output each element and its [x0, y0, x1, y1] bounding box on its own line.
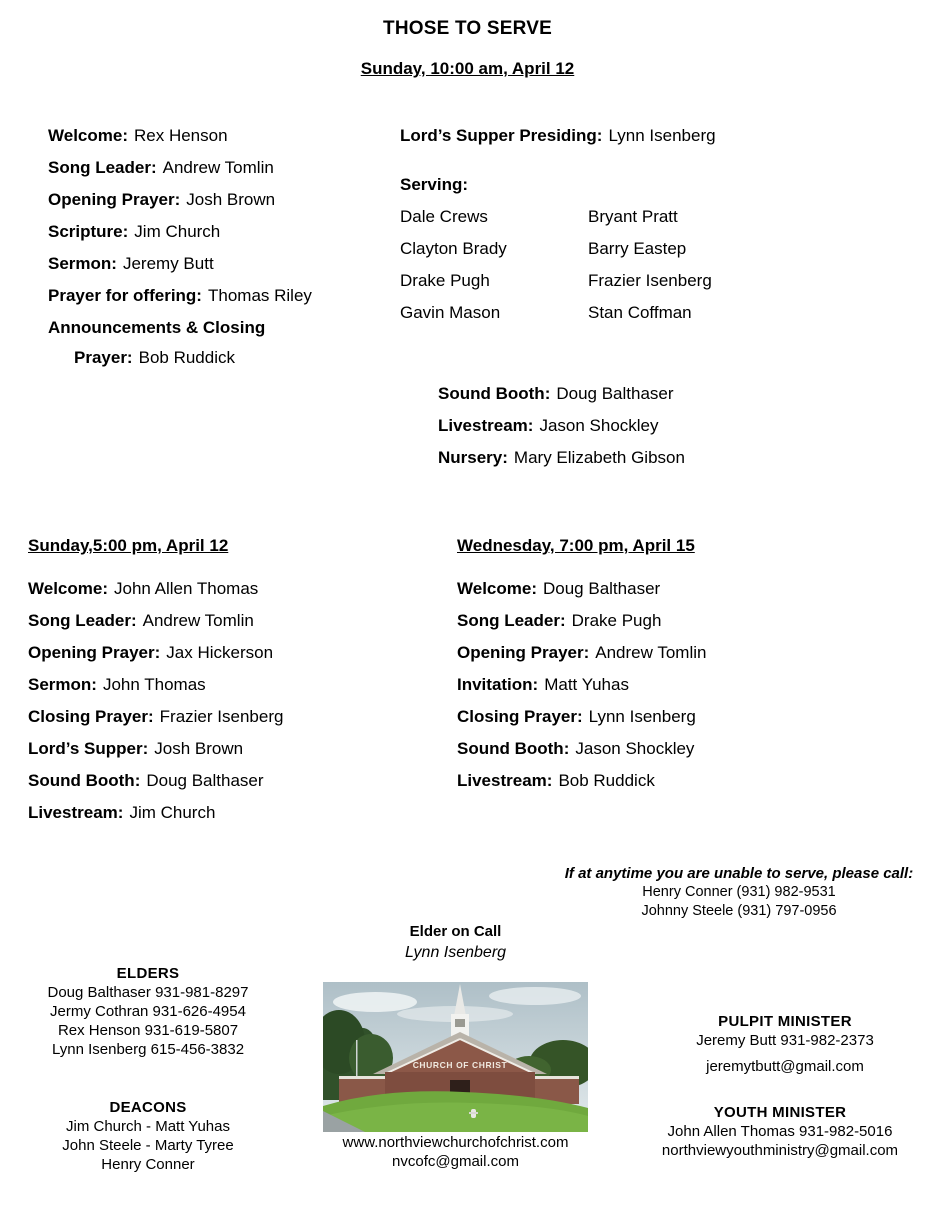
page-title: THOSE TO SERVE — [383, 18, 552, 39]
assignment-label: Opening Prayer: — [28, 643, 161, 662]
assignment-value: Matt Yuhas — [544, 675, 629, 694]
service-assignment — [28, 733, 283, 765]
announcements-label-line1: Announcements & Closing — [48, 318, 266, 337]
service-assignment — [457, 669, 706, 701]
assignment-value: Andrew Tomlin — [142, 611, 254, 630]
server-name: Drake Pugh — [400, 271, 490, 290]
notice-contact: Henry Conner (931) 982-9531 — [642, 884, 836, 900]
announcements-line2 — [48, 344, 312, 372]
service-assignment — [28, 797, 283, 829]
deacon-name: Henry Conner — [101, 1156, 195, 1173]
assignment-label: Song Leader: — [457, 611, 566, 630]
assignment-label: Lord’s Supper: — [28, 739, 149, 758]
cloud — [489, 987, 581, 1005]
service-assignment — [48, 152, 312, 184]
service-assignment — [28, 573, 283, 605]
youth-minister-block — [625, 1103, 935, 1160]
assignment-value: Jim Church — [129, 803, 216, 822]
church-photo — [323, 982, 588, 1132]
elder-on-call-heading: Elder on Call — [409, 923, 502, 940]
assignment-value: Rex Henson — [134, 126, 228, 145]
pulpit-minister-name: Jeremy Butt 931-982-2373 — [696, 1032, 874, 1049]
assignment-value: Andrew Tomlin — [595, 643, 707, 662]
service-assignment — [457, 701, 706, 733]
assignment-label: Livestream: — [457, 771, 553, 790]
assignment-value: John Thomas — [102, 675, 206, 694]
assignment-label: Sound Booth: — [438, 384, 551, 403]
server-name: Frazier Isenberg — [588, 271, 712, 290]
deacon-name: John Steele - Marty Tyree — [62, 1137, 234, 1154]
service-assignment — [457, 765, 706, 797]
pulpit-minister-block — [640, 1012, 930, 1076]
pulpit-minister-email: jeremytbutt@gmail.com — [706, 1058, 864, 1075]
assignment-value: Drake Pugh — [571, 611, 662, 630]
assignment-label: Sound Booth: — [28, 771, 141, 790]
service-date-subtitle: Sunday, 10:00 am, April 12 — [360, 59, 575, 78]
assignment-label: Opening Prayer: — [48, 190, 181, 209]
sunday-pm-assignments — [28, 573, 283, 829]
unable-to-serve-notice — [560, 864, 918, 921]
service-assignment — [457, 733, 706, 765]
assignment-label: Prayer: — [74, 348, 133, 367]
server-name: Gavin Mason — [400, 303, 501, 322]
notice-contact: Johnny Steele (931) 797-0956 — [641, 903, 837, 919]
assignment-label: Song Leader: — [28, 611, 137, 630]
elder-on-call-name: Lynn Isenberg — [404, 944, 507, 961]
sunday-pm-column — [28, 530, 283, 829]
assignment-value: Jeremy Butt — [122, 254, 214, 273]
elders-block — [30, 964, 266, 1059]
service-assignment — [48, 280, 312, 312]
assignment-value: Doug Balthaser — [543, 579, 661, 598]
church-email: nvcofc@gmail.com — [392, 1153, 519, 1170]
cloud — [333, 992, 417, 1012]
server-name: Dale Crews — [400, 207, 488, 226]
assignment-value: Jason Shockley — [539, 416, 659, 435]
lords-supper-presiding — [400, 120, 716, 152]
assignment-label: Opening Prayer: — [457, 643, 590, 662]
assignment-label: Sermon: — [28, 675, 97, 694]
service-assignment — [28, 669, 283, 701]
elders-heading: ELDERS — [116, 965, 180, 982]
assignment-value: Andrew Tomlin — [162, 158, 274, 177]
assignment-label: Welcome: — [28, 579, 108, 598]
service-assignment — [457, 605, 706, 637]
assignment-value: Thomas Riley — [207, 286, 312, 305]
server-name: Clayton Brady — [400, 239, 507, 258]
serving-list — [400, 201, 716, 329]
assignment-value: Bob Ruddick — [138, 348, 235, 367]
assignment-label: Scripture: — [48, 222, 129, 241]
assignment-label: Sound Booth: — [457, 739, 570, 758]
assignment-label: Livestream: — [438, 416, 534, 435]
elders-list — [30, 983, 266, 1059]
assignment-label: Invitation: — [457, 675, 539, 694]
sunday-pm-heading: Sunday,5:00 pm, April 12 — [28, 536, 229, 555]
assignment-label: Lord’s Supper Presiding: — [400, 126, 603, 145]
assignment-value: Bob Ruddick — [558, 771, 655, 790]
elder-contact: Rex Henson 931-619-5807 — [57, 1022, 239, 1039]
wednesday-assignments — [457, 573, 706, 797]
deacon-name: Jim Church - Matt Yuhas — [66, 1118, 230, 1135]
deacons-block — [30, 1098, 266, 1174]
steeple-louver — [455, 1019, 465, 1027]
sunday-am-right-column — [400, 120, 716, 329]
assignment-label: Welcome: — [48, 126, 128, 145]
service-assignment — [438, 410, 685, 442]
service-assignment — [48, 120, 312, 152]
service-assignment — [28, 637, 283, 669]
pulpit-minister-heading: PULPIT MINISTER — [718, 1013, 852, 1030]
service-assignment — [457, 573, 706, 605]
church-links — [293, 1133, 618, 1171]
service-assignment — [48, 248, 312, 280]
assignment-label: Song Leader: — [48, 158, 157, 177]
assignment-value: Josh Brown — [154, 739, 244, 758]
notice-contacts — [560, 883, 918, 921]
elder-contact: Doug Balthaser 931-981-8297 — [47, 984, 249, 1001]
assignment-label: Livestream: — [28, 803, 124, 822]
assignment-value: Mary Elizabeth Gibson — [513, 448, 685, 467]
elder-contact: Jermy Cothran 931-626-4954 — [50, 1003, 246, 1020]
server-name: Stan Coffman — [588, 303, 692, 322]
service-assignment — [457, 637, 706, 669]
fire-hydrant-arm — [469, 1112, 478, 1114]
server-name: Bryant Pratt — [588, 207, 678, 226]
deacons-heading: DEACONS — [109, 1099, 187, 1116]
assignment-label: Nursery: — [438, 448, 508, 467]
youth-minister-name: John Allen Thomas 931-982-5016 — [667, 1123, 893, 1140]
sunday-am-tech-block — [438, 378, 685, 474]
assignment-label: Welcome: — [457, 579, 537, 598]
assignment-value: John Allen Thomas — [114, 579, 259, 598]
sunday-am-left-column — [48, 120, 312, 372]
service-assignment — [438, 442, 685, 474]
assignment-value: Lynn Isenberg — [588, 707, 696, 726]
assignment-value: Frazier Isenberg — [159, 707, 284, 726]
right-eave — [535, 1076, 579, 1079]
deacons-list — [30, 1117, 266, 1174]
church-website: www.northviewchurchofchrist.com — [342, 1134, 569, 1151]
service-assignment — [28, 605, 283, 637]
church-sign-text: CHURCH OF CHRIST — [412, 1060, 508, 1070]
assignment-label: Prayer for offering: — [48, 286, 202, 305]
server-name: Barry Eastep — [588, 239, 687, 258]
assignment-value: Jim Church — [134, 222, 221, 241]
church-photo-illustration — [323, 982, 588, 1132]
assignment-value: Doug Balthaser — [146, 771, 264, 790]
assignment-value: Josh Brown — [186, 190, 276, 209]
elder-contact: Lynn Isenberg 615-456-3832 — [51, 1041, 245, 1058]
assignment-label: Closing Prayer: — [28, 707, 154, 726]
service-assignment — [28, 765, 283, 797]
service-assignment — [438, 378, 685, 410]
youth-minister-email: northviewyouthministry@gmail.com — [661, 1142, 899, 1159]
wednesday-column — [457, 530, 706, 797]
elder-on-call — [323, 922, 588, 963]
assignment-label: Sermon: — [48, 254, 117, 273]
serving-heading: Serving: — [400, 175, 469, 194]
assignment-value: Jason Shockley — [575, 739, 695, 758]
youth-minister-heading: YOUTH MINISTER — [713, 1104, 847, 1121]
left-eave — [339, 1076, 385, 1079]
service-assignment — [48, 184, 312, 216]
service-assignment — [48, 216, 312, 248]
wednesday-heading: Wednesday, 7:00 pm, April 15 — [457, 536, 695, 555]
announcements-assignment — [48, 312, 312, 372]
assignment-value: Jax Hickerson — [166, 643, 274, 662]
service-assignment — [28, 701, 283, 733]
notice-heading: If at anytime you are unable to serve, please call: — [564, 865, 914, 882]
assignment-value: Doug Balthaser — [556, 384, 674, 403]
assignment-value: Lynn Isenberg — [608, 126, 716, 145]
sunday-am-assignments — [48, 120, 312, 312]
assignment-label: Closing Prayer: — [457, 707, 583, 726]
